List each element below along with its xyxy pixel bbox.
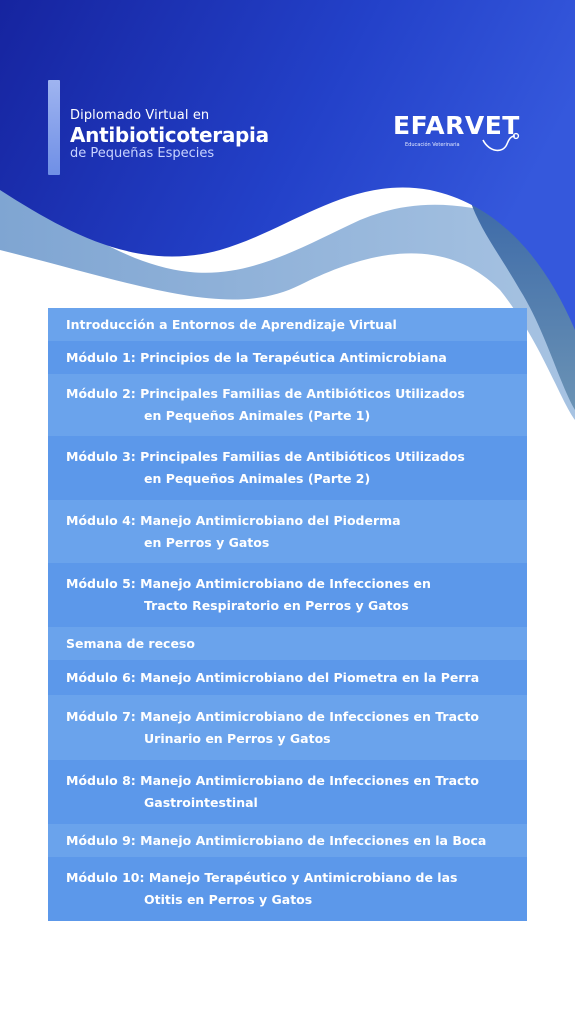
- module-item: [48, 563, 527, 627]
- module-title-line-2: en Pequeños Animales (Parte 2): [144, 471, 371, 486]
- module-title-line-2: Gastrointestinal: [144, 795, 258, 810]
- module-title-line-1: Semana de receso: [66, 635, 195, 651]
- module-title-line-1: Módulo 9: Manejo Antimicrobiano de Infecciones en la Boca: [66, 832, 487, 848]
- title-line-1: Diplomado Virtual en: [70, 108, 210, 123]
- module-title-line-1: Módulo 1: Principios de la Terapéutica Antimicrobiana: [66, 349, 447, 365]
- module-item: [48, 341, 527, 374]
- module-title-line-2: Tracto Respiratorio en Perros y Gatos: [144, 598, 409, 613]
- module-title-line-1: Módulo 4: Manejo Antimicrobiano del Pioderma: [66, 512, 401, 528]
- title-accent-bar: [48, 80, 60, 175]
- title-line-2: Antibioticoterapia: [70, 123, 269, 147]
- module-title-line-1: Módulo 3: Principales Familias de Antibióticos Utilizados: [66, 449, 465, 464]
- module-title-line-1: Módulo 8: Manejo Antimicrobiano de Infecciones en Tracto: [66, 773, 479, 788]
- module-item: [48, 374, 527, 436]
- stethoscope-icon: [481, 118, 521, 158]
- module-title-line-2: en Perros y Gatos: [144, 534, 270, 550]
- module-title-line-1: Módulo 6: Manejo Antimicrobiano del Piometra en la Perra: [66, 669, 480, 685]
- module-title-line-1: Introducción a Entornos de Aprendizaje Virtual: [66, 316, 397, 332]
- module-item: [48, 760, 527, 824]
- module-title-line-2: Otitis en Perros y Gatos: [144, 892, 313, 907]
- module-item: [48, 308, 527, 341]
- module-item: [48, 660, 527, 695]
- logo-subtitle: Educación Veterinaria: [405, 142, 460, 148]
- module-item: [48, 695, 527, 760]
- module-list: [48, 308, 527, 921]
- module-item: [48, 857, 527, 921]
- module-item: [48, 627, 527, 660]
- module-item: [48, 500, 527, 563]
- title-line-3: de Pequeñas Especies: [70, 146, 215, 161]
- module-item: [48, 824, 527, 857]
- module-title-line-1: Módulo 5: Manejo Antimicrobiano de Infecciones en: [66, 576, 431, 591]
- module-title-line-1: Módulo 2: Principales Familias de Antibióticos Utilizados: [66, 386, 465, 401]
- module-title-line-2: en Pequeños Animales (Parte 1): [144, 408, 371, 423]
- program-title: [70, 108, 269, 162]
- logo-text: EFARVET: [393, 111, 520, 140]
- module-title-line-2: Urinario en Perros y Gatos: [144, 730, 331, 746]
- module-title-line-1: Módulo 7: Manejo Antimicrobiano de Infecciones en Tracto: [66, 708, 479, 724]
- module-item: [48, 436, 527, 500]
- efarvet-logo: [393, 112, 520, 148]
- module-title-line-1: Módulo 10: Manejo Terapéutico y Antimicrobiano de las: [66, 870, 458, 885]
